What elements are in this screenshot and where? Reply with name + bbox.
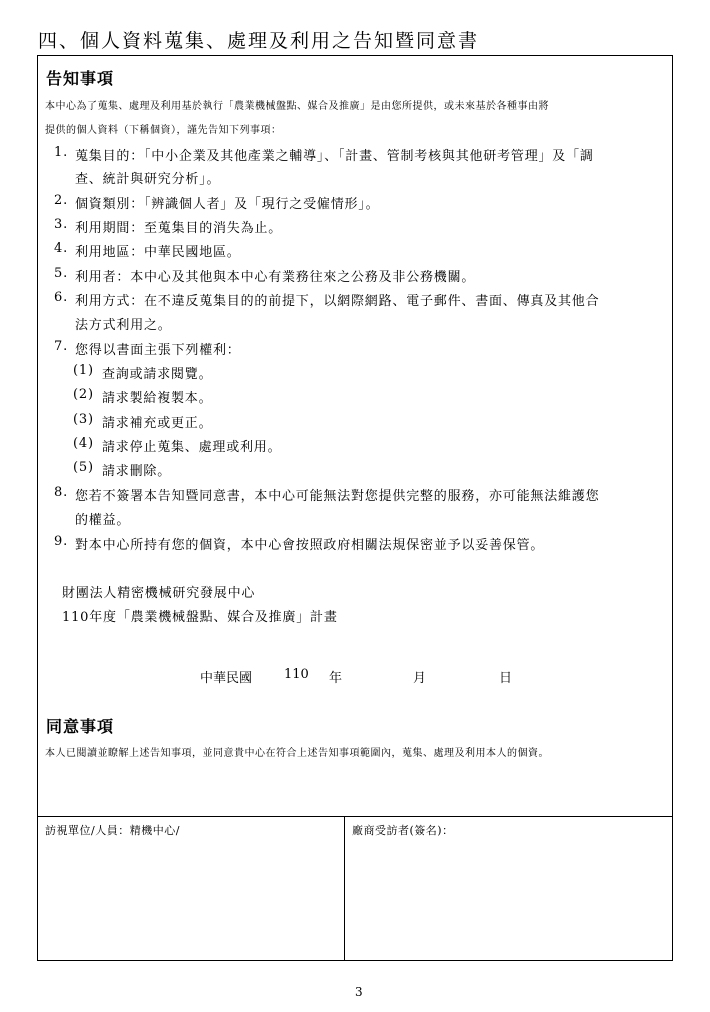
notice-heading: 告知事項 xyxy=(46,69,115,88)
notice-intro-line2: 提供的個人資料（下稱個資），謹先告知下列事項： xyxy=(45,125,282,136)
vendor-signature-field: 廠商受訪者(簽名)： xyxy=(352,824,454,837)
signature-column-divider xyxy=(344,816,345,961)
date-month-label: 月 xyxy=(413,671,427,686)
date-era: 中華民國 xyxy=(200,671,253,686)
consent-heading: 同意事項 xyxy=(46,717,115,736)
page-number: 3 xyxy=(355,985,363,999)
project-name: 110年度「農業機械盤點、媒合及推廣」計畫 xyxy=(62,610,338,625)
date-year: 110 xyxy=(284,667,309,682)
consent-form-box: 告知事項 本中心為了蒐集、處理及利用基於執行「農業機械盤點、媒合及推廣」是由您所提供，或未來基於各種事由將 提供的個人資料（下稱個資），謹先告知下列事項： 1. 蒐集目的：「中小企業及其他產業之輔導」、「計畫、管制考核與其他研考管理」及「調 查、統計與研究分析」。 2. 個資類別：「辨識個人者」及「現行之受僱情形」。 3. 利用期間：至蒐集目的消失為止。 4. 利用地區：中華民國地區。 5. 利用者：本中心及其他與本中心有業務往來之公務及非公務機關。 6. 利用方式：在不違反蒐集目的的前提下，以網際網路、電子郵件、書面、傳真及其他合 法方式利用之。 7. 您得以書面主張下列權利： (1) 查詢或請求閱覽。 (2) 請求製給複製本。 (3) 請求補充或更正。 (4) 請求停止蒐集、處理或利用。 (5) 請求刪除。 8. 您若不簽署本告知暨同意書，本中心可能無法對您提供完整的服務，亦可能無法維護您 的權益。 9. 對本中心所持有您的個資，本中心會按照政府相關法規保密並予以妥善保管。 財團法人精密機械研究發展中心 110年度「農業機械盤點、媒合及推廣」計畫 中華民國 110 年 月 日 同意事項 本人已閱讀並瞭解上述告知事項，並同意貴中心在符合上述告知事項範圍內，蒐集、處理及利用本人的個資。 訪視單位/人員：精機中心/ 廠商受訪者(簽名)： xyxy=(37,55,673,961)
consent-text: 本人已閱讀並瞭解上述告知事項，並同意貴中心在符合上述告知事項範圍內，蒐集、處理及利用本人的個資。 xyxy=(45,748,549,759)
document-title: 四、個人資料蒐集、處理及利用之告知暨同意書 xyxy=(38,30,480,52)
notice-intro-line1: 本中心為了蒐集、處理及利用基於執行「農業機械盤點、媒合及推廣」是由您所提供，或未來基於各種事由將 xyxy=(45,101,549,112)
signature-divider xyxy=(38,816,672,817)
date-day-label: 日 xyxy=(499,671,513,686)
date-year-label: 年 xyxy=(329,671,343,686)
visitor-signature-field: 訪視單位/人員：精機中心/ xyxy=(45,824,180,837)
organization-name: 財團法人精密機械研究發展中心 xyxy=(62,586,256,601)
